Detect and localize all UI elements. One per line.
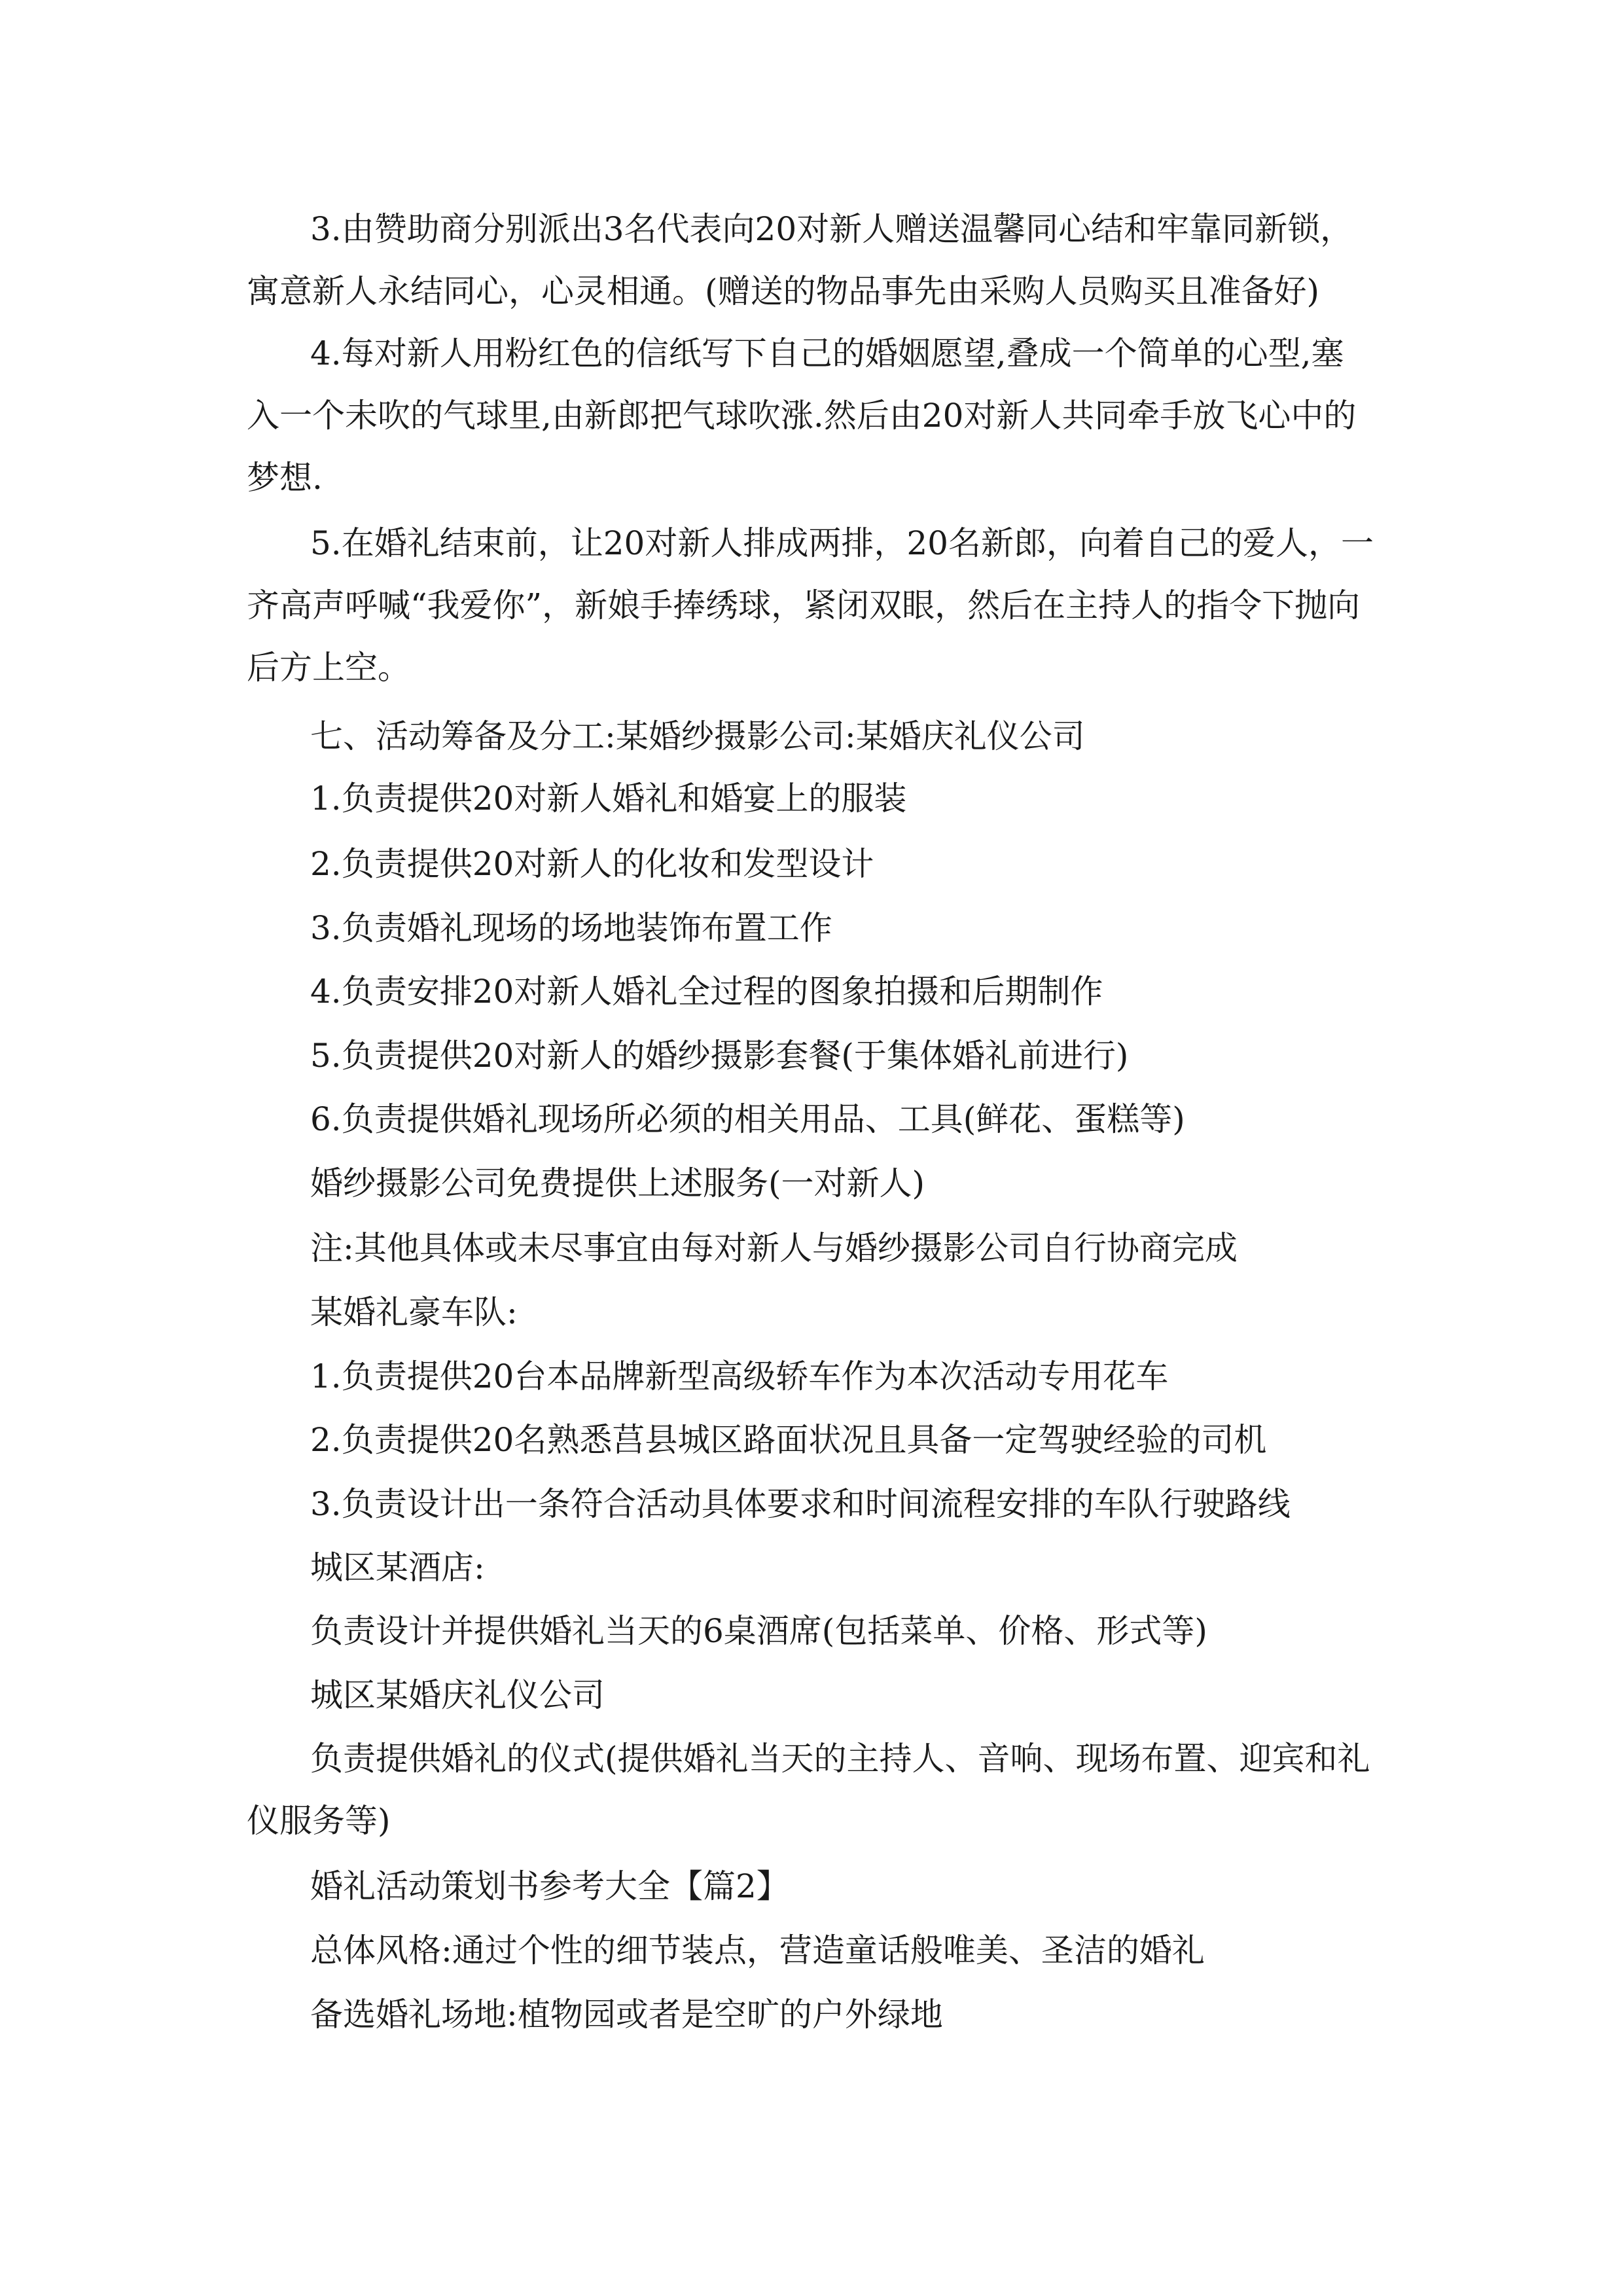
paragraph-line: 负责设计并提供婚礼当天的6桌酒席(包括菜单、价格、形式等) [310, 1612, 1207, 1650]
list-item: 1.负责提供20对新人婚礼和婚宴上的服装 [310, 780, 907, 817]
section-title-part-2: 婚礼活动策划书参考大全【篇2】 [310, 1867, 789, 1905]
section-heading-seven: 七、活动筹备及分工:某婚纱摄影公司:某婚庆礼仪公司 [310, 717, 1085, 755]
paragraph-item-3-line-2: 寓意新人永结同心，心灵相通。(赠送的物品事先由采购人员购买且准备好) [247, 272, 1320, 310]
paragraph-line: 婚纱摄影公司免费提供上述服务(一对新人) [310, 1164, 925, 1202]
list-item: 5.负责提供20对新人的婚纱摄影套餐(于集体婚礼前进行) [310, 1037, 1129, 1075]
list-item: 3.负责婚礼现场的场地装饰布置工作 [310, 909, 832, 947]
list-item: 6.负责提供婚礼现场所必须的相关用品、工具(鲜花、蛋糕等) [310, 1100, 1185, 1138]
paragraph-item-4-line-2: 入一个未吹的气球里,由新郎把气球吹涨.然后由20对新人共同牵手放飞心中的 [247, 397, 1357, 435]
paragraph-line-1: 负责提供婚礼的仪式(提供婚礼当天的主持人、音响、现场布置、迎宾和礼 [310, 1740, 1370, 1778]
paragraph-item-5-line-2: 齐高声呼喊“我爱你”，新娘手捧绣球，紧闭双眼，然后在主持人的指令下抛向 [247, 586, 1361, 624]
subheading-etiquette-company: 城区某婚庆礼仪公司 [310, 1676, 605, 1714]
paragraph-line: 总体风格:通过个性的细节装点，营造童话般唯美、圣洁的婚礼 [310, 1931, 1205, 1969]
paragraph-item-5-line-3: 后方上空。 [247, 649, 410, 687]
list-item: 4.负责安排20对新人婚礼全过程的图象拍摄和后期制作 [310, 973, 1103, 1011]
paragraph-line: 备选婚礼场地:植物园或者是空旷的户外绿地 [310, 1996, 943, 2034]
list-item: 1.负责提供20台本品牌新型高级轿车作为本次活动专用花车 [310, 1357, 1169, 1395]
subheading-car-fleet: 某婚礼豪车队: [310, 1293, 518, 1331]
paragraph-item-5-line-1: 5.在婚礼结束前，让20对新人排成两排，20名新郎，向着自己的爱人，一 [310, 524, 1374, 562]
paragraph-line-2: 仪服务等) [247, 1802, 391, 1840]
paragraph-item-3-line-1: 3.由赞助商分别派出3名代表向20对新人赠送温馨同心结和牢靠同新锁， [310, 210, 1353, 248]
subheading-hotel: 城区某酒店: [310, 1549, 485, 1587]
list-item: 3.负责设计出一条符合活动具体要求和时间流程安排的车队行驶路线 [310, 1485, 1291, 1523]
paragraph-item-4-line-1: 4.每对新人用粉红色的信纸写下自己的婚姻愿望,叠成一个简单的心型,塞 [310, 334, 1344, 372]
paragraph-item-4-line-3: 梦想. [247, 459, 323, 497]
list-item: 2.负责提供20对新人的化妆和发型设计 [310, 845, 874, 883]
note-line: 注:其他具体或未尽事宜由每对新人与婚纱摄影公司自行协商完成 [310, 1229, 1238, 1267]
list-item: 2.负责提供20名熟悉莒县城区路面状况且具备一定驾驶经验的司机 [310, 1421, 1267, 1459]
